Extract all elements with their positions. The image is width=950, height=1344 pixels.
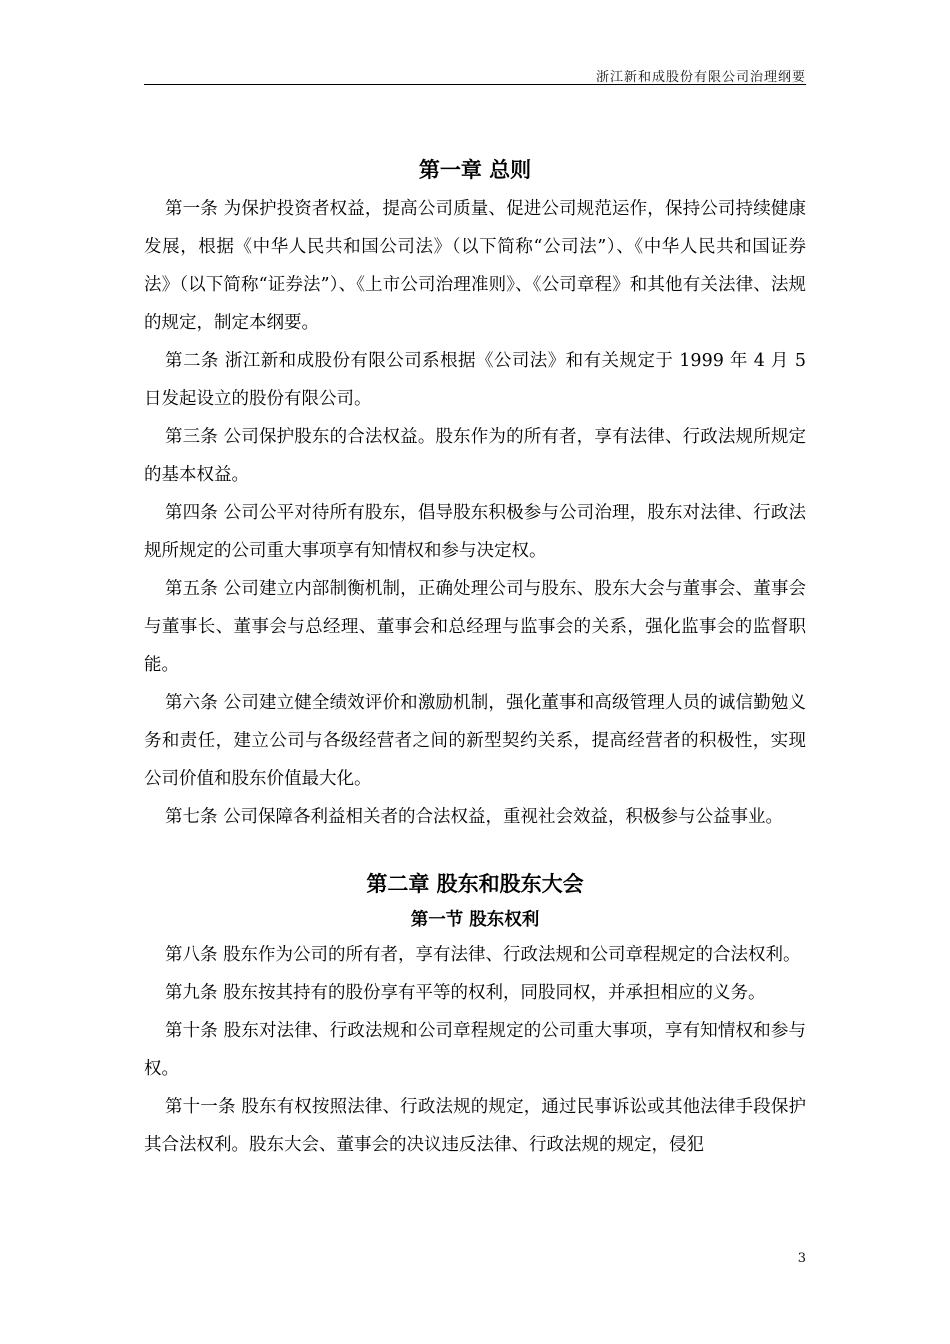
chapter-1-title: 第一章 总则 [418,157,532,182]
section-1-title: 第一节 股东权利 [410,910,540,930]
article-4: 第四条 公司公平对待所有股东，倡导股东积极参与公司治理，股东对法律、行政法规所规定的公司重大事项享有知情权和参与决定权。 [144,503,806,561]
document-body [144,150,806,1164]
article-6: 第六条 公司建立健全绩效评价和激励机制，强化董事和高级管理人员的诚信勤勉义务和责任，建立公司与各级经营者之间的新型契约关系，提高经营者的积极性，实现公司价值和股东价值最大化。 [144,693,806,789]
article-9: 第九条 股东按其持有的股份享有平等的权利，同股同权，并承担相应的义务。 [165,983,766,1003]
article-2: 第二条 浙江新和成股份有限公司系根据《公司法》和有关规定于 1999 年 4 月 5 日发起设立的股份有限公司。 [144,351,806,409]
article-1: 第一条 为保护投资者权益，提高公司质量、促进公司规范运作，保持公司持续健康发展，根据《中华人民共和国公司法》（以下简称“公司法”）、《中华人民共和国证券法》（以下简称“证券法”）、《上市公司治理准则》、《公司章程》和其他有关法律、法规的规定，制定本纲要。 [144,199,806,333]
article-8: 第八条 股东作为公司的所有者，享有法律、行政法规和公司章程规定的合法权利。 [165,945,801,965]
page-number: 3 [797,1251,806,1266]
article-5: 第五条 公司建立内部制衡机制，正确处理公司与股东、股东大会与董事会、董事会与董事长、董事会与总经理、董事会和总经理与监事会的关系，强化监事会的监督职能。 [144,579,806,675]
header-divider [144,84,806,85]
article-11: 第十一条 股东有权按照法律、行政法规的规定，通过民事诉讼或其他法律手段保护其合法权利。股东大会、董事会的决议违反法律、行政法规的规定，侵犯 [144,1097,806,1155]
article-10: 第十条 股东对法律、行政法规和公司章程规定的公司重大事项，享有知情权和参与权。 [144,1021,806,1079]
chapter-2-title: 第二章 股东和股东大会 [366,871,584,896]
article-3: 第三条 公司保护股东的合法权益。股东作为的所有者，享有法律、行政法规所规定的基本权益。 [144,427,806,485]
article-7: 第七条 公司保障各利益相关者的合法权益，重视社会效益，积极参与公益事业。 [165,807,784,827]
running-header: 浙江新和成股份有限公司治理纲要 [595,70,806,85]
